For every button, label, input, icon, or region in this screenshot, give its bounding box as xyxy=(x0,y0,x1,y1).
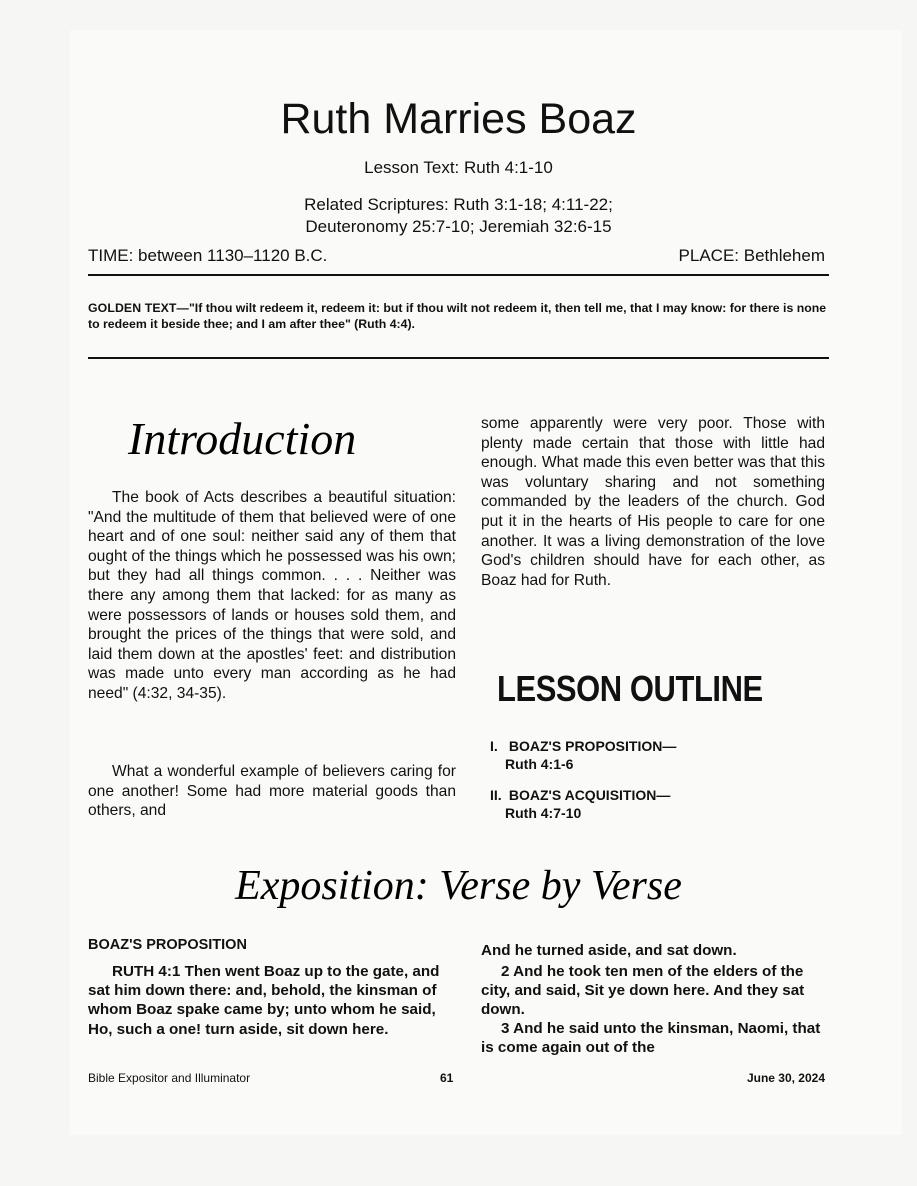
footer-date: June 30, 2024 xyxy=(746,1071,825,1085)
verse-1 xyxy=(88,962,456,1039)
introduction-paragraph-3: some apparently were very poor. Those with plenty made certain that those with little had enough. What made this even better was that this was voluntary sharing and not something commanded by the leaders of the church. God put it in the hearts of His people to care for one another. It was a living demonstration of the love God's children should have for each other, as Boaz had for Ruth. xyxy=(481,415,825,589)
divider-bottom xyxy=(88,357,829,359)
outline-item xyxy=(490,786,670,822)
verse-1-continued: And he turned aside, and sat down. xyxy=(481,942,737,959)
verse-3 xyxy=(481,1019,829,1057)
introduction-paragraph-1: The book of Acts describes a beautiful situation: "And the multitude of them that believed were of one heart and of one soul: neither said any of them that ought of the things which he possessed was his own; but they had all things common. . . . Neither was there any among them that lacked: for as many as were possessors of lands or houses sold them, and brought the prices of the things that were sold, and laid them down at the apostles' feet: and distribution was made unto every man according as he had need" (4:32, 34-35). xyxy=(88,489,456,702)
exposition-heading: Exposition: Verse by Verse xyxy=(235,863,682,909)
golden-text-label: GOLDEN TEXT— xyxy=(88,301,189,315)
divider-top xyxy=(88,274,829,276)
place-label: PLACE: Bethlehem xyxy=(678,246,825,265)
outline-item-reference: Ruth 4:7-10 xyxy=(505,805,582,821)
introduction-paragraph-2: What a wonderful example of believers caring for one another! Some had more material goods than others, and xyxy=(88,763,456,820)
footer-publication: Bible Expositor and Illuminator xyxy=(88,1071,251,1085)
outline-item-title: BOAZ'S ACQUISITION— xyxy=(508,787,671,803)
verse-1-reference: RUTH 4:1 xyxy=(112,963,181,980)
outline-item-number: II. xyxy=(490,787,502,803)
verse-2 xyxy=(481,962,829,1020)
introduction-heading: Introduction xyxy=(128,413,357,464)
verse-2-number: 2 xyxy=(501,963,510,980)
related-scriptures-line-1: Related Scriptures: Ruth 3:1-18; 4:11-22; xyxy=(304,195,613,214)
verse-3-number: 3 xyxy=(501,1020,510,1037)
verse-2-text: And he took ten men of the elders of the city, and said, Sit ye down here. And they sat down. xyxy=(481,963,805,1019)
outline-item-number: I. xyxy=(490,738,498,754)
page-title: Ruth Marries Boaz xyxy=(280,95,637,143)
lesson-text: Lesson Text: Ruth 4:1-10 xyxy=(364,158,553,177)
time-label: TIME: between 1130–1120 B.C. xyxy=(88,246,328,265)
footer-page-number: 61 xyxy=(440,1071,454,1085)
verse-3-text: And he said unto the kinsman, Naomi, that is come again out of the xyxy=(481,1020,821,1057)
outline-item-reference: Ruth 4:1-6 xyxy=(505,756,574,772)
outline-item-title: BOAZ'S PROPOSITION— xyxy=(508,738,677,754)
verse-1-text: Then went Boaz up to the gate, and sat him down there: and, behold, the kinsman of whom Boaz spake came by; unto whom he said, Ho, such a one! turn aside, sit down here. xyxy=(88,963,440,1038)
golden-text xyxy=(88,300,829,332)
related-scriptures-line-2: Deuteronomy 25:7-10; Jeremiah 32:6-15 xyxy=(305,217,612,236)
lesson-outline-heading: LESSON OUTLINE xyxy=(497,668,763,709)
golden-text-body: "If thou wilt redeem it, redeem it: but if thou wilt not redeem it, then tell me, that I may know: for there is none to redeem it beside thee; and I am after thee" (Ruth 4:4). xyxy=(88,301,827,331)
outline-item xyxy=(490,737,676,773)
section-label: BOAZ'S PROPOSITION xyxy=(88,937,247,953)
